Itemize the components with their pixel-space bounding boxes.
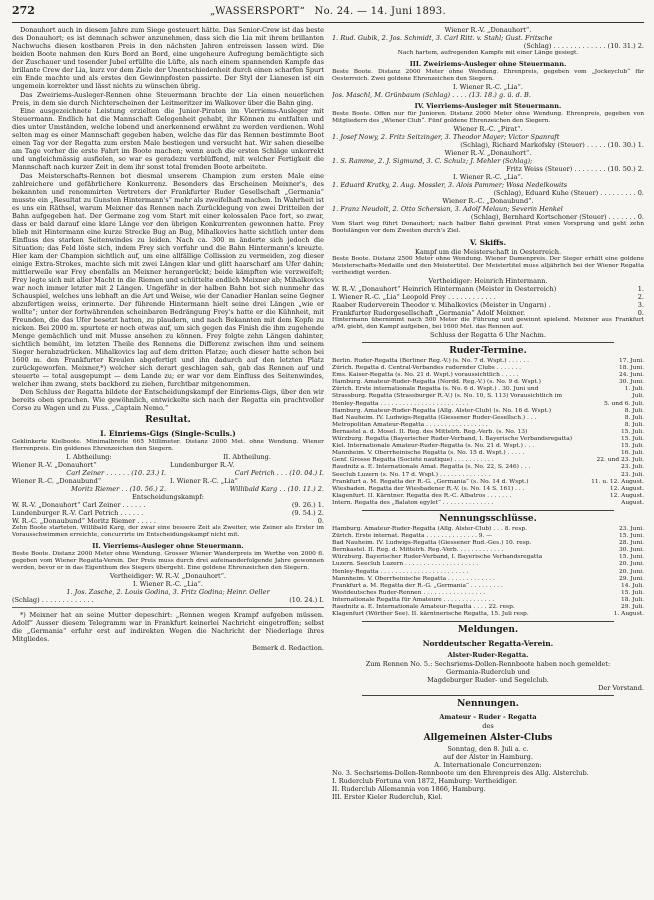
termin-row	[332, 479, 644, 486]
termin-row	[332, 450, 644, 457]
nennung-row-name: Zürich. Erste internat. Regatta . . . . . . . . . . . . . . 9. —	[332, 533, 493, 540]
termin-row	[332, 358, 644, 365]
race-5-result	[332, 285, 644, 293]
heat-line: Carl Petrich . . . (10. 04.) I.	[234, 469, 324, 477]
race-5-holder: Vertheidiger: Heinrich Hintermann.	[428, 277, 548, 285]
race-4-title: IV. Vierriems-Ausleger mit Steuermann.	[414, 102, 562, 110]
termin-row-date: August.	[621, 499, 644, 506]
heat-line: Carl Zeiner . . . . . . (10. 23.) I.	[66, 469, 166, 477]
result-line: (Schlag), Bernhard Kortschoner (Steuer) . . . . . . . 0.	[470, 213, 644, 221]
termin-row-name: Ems. Kaiser-Regatta (s. No. 21 d. Wspt.) voraussichtlich . . . . .	[332, 372, 519, 379]
result-line: (Schlag) . . . . . . . . . . . . . (10. 31.) 2.	[523, 42, 644, 50]
race-5-result	[332, 309, 644, 317]
page-header	[12, 4, 644, 23]
result-line: Nach hartem, aufregenden Kampfe mit einer Länge gesiegt.	[397, 50, 579, 56]
nennung-row	[332, 604, 644, 611]
nennung-row	[332, 569, 644, 576]
termin-row	[332, 464, 644, 471]
termin-row-name: Hamburg. Amateur-Ruder-Regatta (Nordd. Reg.-V.) (s. No. 9 d. Wspt.)	[332, 379, 541, 386]
race-1-info: Geklinkerte Kielboote. Minimalbreite 665 Millimeter. Distanz 2000 Met. ohne Wendung. Wiener Herrenpreis. Ein goldenes Ehrenzeichen den Siegern.	[12, 439, 324, 452]
nennung-row	[332, 611, 644, 618]
meldungen-lines	[332, 660, 644, 684]
nennung-row-date: 30. Juni.	[619, 547, 644, 554]
heat-2	[170, 453, 324, 493]
nennungen-sub5: auf der Alster in Hamburg.	[443, 753, 533, 762]
final-result-value: 0.	[317, 517, 324, 525]
nennungen-title: Nennungen.	[457, 699, 519, 710]
race-2-holder: Vertheidiger: W. R.-V. „Donauhort“.	[109, 572, 227, 580]
termin-row-date: Juli.	[632, 393, 644, 400]
termin-row	[332, 486, 644, 493]
result-line: 1. Rud. Gubik, 2. Jos. Schmidt, 3. Carl Ritt. v. Stahl; Gust. Fritsche	[332, 34, 553, 42]
termin-row-date: 15. Juli.	[620, 436, 644, 443]
nennungen-sub1: Amateur - Ruder - Regatta	[439, 713, 537, 722]
race-2-winner-line	[12, 596, 324, 604]
nennung-row-date: 28. Juni.	[619, 540, 644, 547]
termin-row-date: 12. August.	[609, 485, 644, 492]
race-5-result	[332, 301, 644, 309]
race-5-result-value: 2.	[637, 293, 644, 301]
nennungen-sub3: Allgemeinen Alster-Clubs	[423, 733, 553, 744]
section-rule	[362, 621, 614, 622]
meldungen-signature: Der Vorstand.	[598, 684, 644, 693]
nennung-row	[332, 597, 644, 604]
heat-line: Lundenburger R.-V.	[170, 461, 235, 469]
termin-row	[332, 422, 644, 429]
race-2-info: Beste Boote. Distanz 2000 Meter ohne Wendung. Grosser Wiener Wanderpreis im Werthe von 2000 fl. gegeben vom Wiener Regatta-Verein. Der Preis muss durch drei aufeinanderfolgende Jahre gewonnen werden, bevor er in das Eigenthum des Siegers übergeht. Eine goldene Ehrenzeichen den Siegern.	[12, 551, 324, 571]
meldung-line: Germania-Ruderclub und	[446, 668, 530, 677]
termin-row-name: Kiel. Internationale Amateur-Ruder-Regatta (s. No. 21 d. Wspt.) . . .	[332, 443, 535, 450]
termin-row-name: Zürich. Erste internationale Regatta (s. No. 6 d. Wspt.) . 30. Juni und	[332, 386, 539, 393]
nennung-row-name: Hamburg. Amateur-Ruder-Regatta (Allg. Alster-Club) . . . 8. resp.	[332, 525, 528, 532]
meldung-line: Magdeburger Ruder- und Segelclub.	[427, 676, 549, 685]
footnote-rule	[12, 607, 324, 608]
termin-row	[332, 408, 644, 415]
footnote-signature: Bemerk d. Redaction.	[252, 643, 324, 652]
result-line: 1. Franz Neudolt, 2. Otto Schersian, 3. Adolf Melaun; Severin Henkel	[332, 205, 563, 213]
race-5-result	[332, 293, 644, 301]
race-2-continued	[332, 26, 644, 57]
race-5-result-value: 3.	[637, 301, 644, 309]
race-2-winner-crew: 1. Jos. Zasche, 2. Louis Godina, 3. Fritz Godina; Heinr. Oeller	[66, 588, 270, 596]
race-3-title: III. Zweiriems-Ausleger ohne Steuermann.	[409, 60, 567, 68]
termin-row-date: 8. Juli.	[624, 407, 644, 414]
nennung-row	[332, 583, 644, 590]
heat-line: Willibald Karg . . (10. 11.) 2.	[229, 485, 324, 493]
termin-row	[332, 365, 644, 372]
result-line: Fritz Weiss (Steuer) . . . . . . . . (10. 50.) 2.	[506, 165, 644, 173]
termin-row	[332, 493, 644, 500]
result-line: I. Wiener R.-C. „Lia“.	[453, 83, 523, 91]
termin-row-name: Wiesbaden. Regatta der Wiesbadener R.-V. (s. No. 14 S. 161) . . .	[332, 485, 525, 492]
termin-row	[332, 379, 644, 386]
nennungen-sub4: Sonntag, den 8. Juli a. c.	[447, 745, 529, 754]
heat-line: Moritz Riemer . . (10. 56.) 2.	[71, 485, 166, 493]
termin-row-name: Frankfurt a. M. Regatta der R.-G. „Germania“ (s. No. 14 d. Wspt.)	[332, 478, 529, 485]
nennung-row-date: 20. Juni.	[619, 561, 644, 568]
footnote: *) Meixner hat an seine Mutter depeschirt: „Rennen wegen Krampf aufgeben müssen. Adolf“ Ausser diesem Telegramm war in Frankfurt keinerlei Nachricht eingetroffen; selbst die „Germania“ erfuhr erst auf indirekten Wegen die Nachricht der Niederlage ihres Mitgliedes.	[12, 611, 324, 643]
paragraph: Das Meisterschafts-Rennen bot diesmal unserem Champion zum ersten Male eine zahlreichere und gefährlichere Konkurrenz. Besonders das Erscheinen Meixner's, des bekannten und renommirten Vertreters der Frankfurter Ruder Gesellschaft „Germania“ musste ein „Resultat zu Gunsten Hintermann's“ mehr als zweifelhaft machen. In Wahrheit ist es uns ein Räthsel, warum Meixner das Rennen nach Zurücklegung von zwei Dritteilen der Bahn aufgegeben hat. Der Germane zog vom Start mit einer kolossalen Pace fort, so zwar, dass er bald darauf eine klare Länge vor den übrigen Konkurrenten gewonnen hatte. Frey blieb mit Hintermann eine kurze Strecke Bug an Bug, Mihalkovics hatte sichtlich unter dem Einfluss des starken Seitenwindes zu leiden. Nach ca. 300 m änderte sich jedoch die Situation; das Feld löste sich, indem Frey sich vorfuhr und die Bahn Hintermann's kreuzte. Hier kam der Champion sichtlich auf, um eine allfällige Collission zu vermeiden, zog dieser einige Extra-Strokes, machte sich mit zwei Längen klar und glitt haarscharf am Ufer dahin; mittlerweile war Frey ebenfalls an Meixner herangerückt; beide kämpften wie verzweifelt; Frey legte sich mit aller Macht in die Riemen und schüttelte endlich Meixner ab; Mihalkovics war noch immer letzter mit 2 Längen. Ungefähr in der halben Bahn bot sich nunmehr das Schauspiel, welches uns lebhaft an die Art und Weise, wie der Canadier Hanlan seine Gegner abzufertigen weiss, erinnerte. Der führende Hintermann hielt seine drei Längen „wie er wollte“; unter der fortwährenden scheinbaren Bedrängung Frey's hatte er die Kühnheit, mit Freunden, die das Ufer besetzt hatten, zu plaudern, und nach Bekannten mit dem Kopfe zu nicken. Bei 2000 m. spurtete er noch etwas auf, um sich gegen das Finish die ihm zugehende Menge gemächlich und mit Musse ansehen zu können. Frey folgte zehn Längen dahinter, sichtlich bemüht, im letzten Theile des Rennens die Differenz zwischen ihm und seinem Sieger herabzudrücken. Mihalkovics lag auf dem dritten Platze; auch dieser hatte schon bei 1600 m. den Frankfurter Kreulen abgefertigt und ihn dadurch auf den letzten Platz zurückgeworfen. Meixner,*) welcher sich derart geschlagen sah, gab das Rennen auf und steuerte — total ausgepumpt — dem Lande zu; er war vor dem Einfluss des Seitenwindes, welcher ihm zwang, stets backbord zu ziehen, furchtbar mitgenommen.	[12, 171, 324, 388]
nennung-row-name: Bad Nauheim. IV. Ludwigs-Regatta (Giessener Rud.-Ges.) 10. resp.	[332, 540, 532, 547]
nennung-row-date: 18. Juli.	[620, 596, 644, 603]
termin-row	[332, 457, 644, 464]
meldungen-org: Norddeutscher Regatta-Verein.	[422, 639, 554, 649]
heat-line: Wiener R.-V. „Donauhort“	[12, 461, 97, 469]
race-5-result-value: 0.	[637, 309, 644, 317]
termin-row-name: Klagenfurt. II. Kärntner. Regatta des R.-C. Albatros . . . . . . .	[332, 492, 512, 499]
termine-list	[332, 358, 644, 507]
race-2-winner-club: I. Wiener R.-C. „Lia“.	[133, 580, 203, 588]
meldung-line: Zum Rennen No. 5.: Sechsriems-Dollen-Rennboote haben noch gemeldet:	[365, 660, 611, 669]
page-number: 272	[12, 4, 35, 17]
nennung-row-date: 14. Juli.	[620, 582, 644, 589]
nennung-entry: II. Ruderclub Allemannia von 1866, Hamburg.	[332, 785, 486, 794]
termin-row-date: 12. August.	[609, 492, 644, 499]
race-1-note: Zehn Boote starteten. Willibald Karg, der zwar eine bessere Zeit als Zweiter, wie Zeiner als Erster im Vorausschwimmen erreichte, concurrirte im Entscheidungskampf nicht mit.	[12, 525, 324, 538]
race-5-result-value: 1.	[637, 285, 644, 293]
termin-row	[332, 472, 644, 479]
race-5-result-name: Frankfurter Rudergesellschaft „Germania“ Adolf Meixner.	[332, 309, 526, 317]
termin-row-name: Bernastel a. d. Mosel. II. Reg. des Mittelrh. Reg.-Verb. (s. No. 13)	[332, 428, 528, 435]
result-line: 1. Josef Nowy, 2. Fritz Seitzinger, 3. Theodor Mayer; Victor Spanraft	[332, 133, 560, 141]
termin-row	[332, 401, 644, 408]
termin-row-name: Raudnitz a. E. Internationale Amat. Regatta (s. No. 22, S. 246) . . .	[332, 464, 531, 471]
result-line: (Schlag), Richard Markofsky (Steuer) . . . . . (10. 30.) 1.	[460, 141, 644, 149]
termin-row-date: 23. Juli.	[620, 464, 644, 471]
nennung-row-name: Luzern. Seeclub Luzern . . . . . . . . . . . . . . . . . . . .	[332, 561, 479, 568]
race-5-info: Beste Boote. Distanz 2500 Meter ohne Wendung. Wiener Damenpreis. Der Sieger erhält eine goldene Meisterschafts-Medaille und den Meistertitel. Der Meistertitel muss alljährlich bei der Wiener Regatta vertheidigt werden.	[332, 256, 644, 276]
nennung-row-name: Frankfurt a. M. Regatta der R.-G. „Germania“ . . . . . . . . .	[332, 582, 503, 589]
termin-row-name: Intern. Regatta des „Balaton egylet“ . . . . . . . . . . . . . .	[332, 499, 494, 506]
termin-row-date: 16. Juli.	[620, 450, 644, 457]
nennung-row-name: Henley-Regatta . . . . . . . . . . . . . . . . . . . . . . . .	[332, 568, 469, 575]
final-result	[12, 509, 324, 517]
heat-1-title: I. Abtheilung:	[66, 453, 112, 461]
nennung-row-name: Raudnitz a. E. Internationale Amateur-Regatta . . . . 22. resp.	[332, 604, 515, 610]
termin-row-name: Seeclub Luzern (s. No. 17 d. Wspt.) . . . . . . . . . . . . . .	[332, 471, 491, 478]
race-5-result-name: W. R.-V. „Donauhort“ Heinrich Hintermann (Meister in Oesterreich)	[332, 285, 557, 293]
result-line: Jos. Maschl, M. Grünbaum (Schlag) . . . . (13. 18.) g. ü. d. B.	[332, 91, 531, 99]
nennung-list	[332, 526, 644, 618]
termin-row-date: 5. und 6. Juli.	[603, 400, 644, 407]
section-rule	[362, 342, 614, 343]
nennung-row	[332, 561, 644, 568]
final-results	[12, 501, 324, 525]
paragraph: Donauhort auch in diesem Jahre zum Siege gesteuert hätte. Das Senior-Crew ist das beste des Donauhort; es ist demnach schwer anzunehmen, dass sich die Lia mit ihrem brillanten Nachwuchs diesen kostbaren Preis in den nächsten Jahren entreissen lassen wird. Die beiden Boote nahmen den Kurs Bord an Bord, eine ungeheure Aufregung bemächtigte sich der Zuschauer und tosender Jubel erfüllte die Lüfte, als nach einem spannenden Kampfe das brillante Crew der Lia, kurz vor dem Ziele der Unentschiedenheit durch einen scharfen Spurt ein Ende machte und als erstes den Gewinnpfosten passirte. Der Styl der Lianesen ist ein ungemein korrekter und lässt nichts zu wünschen übrig.	[12, 26, 324, 90]
termin-row	[332, 443, 644, 450]
nennung-row-date: 20. Juni.	[619, 568, 644, 575]
termin-row-date: 15. Juli.	[620, 428, 644, 435]
final-result	[12, 517, 324, 525]
nennungen-sub6: A. Internationale Concurrenzen:	[434, 761, 542, 770]
race-3-results	[332, 83, 644, 99]
race-1-title: I. Einriems-Gigs (Single-Sculls.)	[100, 429, 236, 438]
race-5-note: Hintermann übernimmt nach 500 Meter die Führung und gewinnt spielend. Meixner aus Frankfurt a/M. giebt, den Kampf aufgeben, bei 1600 Met. das Rennen auf.	[332, 317, 644, 330]
heat-1	[12, 453, 166, 493]
race-5-subtitle: Kampf um die Meisterschaft in Oesterreich.	[414, 248, 562, 256]
result-line: I. Wiener R.-C. „Lia“.	[453, 173, 523, 181]
nennung-row	[332, 576, 644, 583]
race-report	[12, 26, 324, 412]
termin-row-name: Metropolitan Amateur-Regatta . . . . . . . . . . . . . . . . .	[332, 421, 488, 428]
nennung-title: Nennungsschlüsse.	[439, 513, 537, 524]
nennung-row-date: 15. Juni.	[619, 533, 644, 540]
nennung-row	[332, 547, 644, 554]
final-result-value: (9. 26.) 1.	[291, 501, 324, 509]
masthead	[72, 6, 584, 17]
final-result	[12, 501, 324, 509]
right-column	[332, 26, 644, 894]
final-result-name: W. R.-C. „Donaubund“ Moritz Riemer . . . . .	[12, 517, 157, 525]
nennung-row	[332, 533, 644, 540]
nennung-entry: No. 3. Sechsriems-Dollen-Rennboote um den Ehrenpreis des Allg. Alsterclub.	[332, 769, 589, 778]
termin-row-date: 1. Juli.	[624, 386, 644, 393]
nennung-row	[332, 554, 644, 561]
paragraph: Den Schluss der Regatta bildete der Entscheidungskampf der Einriems-Gigs, über den wir bereits oben sprachen. Wie gewöhnlich, entwickelte sich nach der Regatta ein prachtvoller Corso zu Wagen und zu Fuss. „Captain Nemo.“	[12, 388, 324, 412]
termin-row-date: 22. und 23. Juli.	[596, 457, 644, 464]
termin-row	[332, 393, 644, 400]
paragraph: Eine ausgezeichnete Leistung erzielten die Junior-Piraten im Vierriems-Ausleger mit Steuermann. Endlich hat die Mannschaft Gelegenheit gehabt, ihr Können zu entfalten und dies unter Umständen, welche lobend und anerkennend erwähnt zu werden verdienen. Wohl selten mag es einer Mannschaft gegeben haben, welche das für das Rennen bestimmte Boot einen Tag vor der Regatta zum ersten Male bestiegen und versucht hat. Wir sahen dieselbe am Tage vorher die erste Fahrt im Boote machen; wenn auch die ersten Schläge unkorrekt und ungleichmässig ausfielen, so war es geradezu verblüffend, mit welcher Fertigkeit die Mannschaft nach kurzer Zeit in dem ihr sonst total fremden Boote arbeitete.	[12, 107, 324, 171]
nennung-row-date: 15. Juli.	[620, 589, 644, 596]
result-line: 1. Eduard Kratky, 2. Aug. Mossler, 3. Alois Pammer; Wosa Nedelkowits	[332, 181, 568, 189]
section-rule	[362, 695, 614, 696]
meldungen-title: Meldungen.	[457, 625, 519, 636]
termine-title: Ruder-Termine.	[449, 346, 527, 356]
nennung-row-name: Bernkastel. II. Reg. d. Mittelrh. Reg.-Verb. . . . . . . . . . . . .	[332, 547, 504, 554]
final-title: Entscheidungskampf:	[132, 493, 204, 501]
nennung-row-date: 29. Juni.	[619, 575, 644, 582]
nennung-row-date: 29. Juli.	[620, 604, 644, 610]
termin-row	[332, 372, 644, 379]
result-line: 1. S. Ramme, 2. J. Sigmund, 3. C. Schulz; J. Mehler (Schlag);	[332, 157, 533, 165]
result-line: Wiener R.-C. „Pirat“.	[453, 125, 523, 133]
heat-line: Wiener R.-C. „Donaubund“	[12, 477, 102, 485]
race-2-winner-time: (10. 24.) I.	[289, 596, 324, 604]
nennung-row-name: Klagenfurt (Wörther See). II. kärntnerische Regatta, 15. Juli resp.	[332, 611, 529, 618]
nennung-row-name: Westdeutsches Ruder-Rennen . . . . . . . . . . . . . . . . .	[332, 589, 486, 596]
race-3-info: Beste Boote. Distanz 2000 Meter ohne Wendung. Ehrenpreis, gegeben vom „Jockeyclub“ für Oesterreich. Zwei goldene Ehrenzeichen den Siegern.	[332, 69, 644, 82]
race-5-title: V. Skiffs.	[469, 238, 507, 247]
nennung-row-date: 15. Juni.	[619, 554, 644, 561]
result-line: Wiener R.-V. „Donauhort“.	[444, 149, 532, 157]
termin-row-name: Hamburg. Amateur-Ruder-Regatta (Allg. Alster-Club) (s. No. 16 d. Wspt.)	[332, 407, 552, 414]
termin-row	[332, 386, 644, 393]
heat-2-title: II. Abtheilung.	[223, 453, 271, 461]
nennung-row	[332, 540, 644, 547]
nennungen-lines	[332, 769, 644, 801]
nennung-entry: III. Erster Kieler Ruderclub, Kiel.	[332, 793, 443, 802]
left-column	[12, 26, 324, 894]
termin-row-date: 18. Juni.	[619, 365, 644, 372]
nennung-row-date: 23. Juni.	[619, 525, 644, 532]
termin-row-date: 30. Juni.	[619, 379, 644, 386]
nennung-row	[332, 526, 644, 533]
termin-row-date: 17. Juni.	[619, 358, 644, 364]
nennung-entry: I. Ruderclub Fortuna von 1872, Hamburg: Vertheidiger.	[332, 777, 518, 786]
race-2-winner-name: (Schlag) . . . . . . . . . . . . .	[12, 596, 94, 604]
termin-row-name: Henley-Regatta . . . . . . . . . . . . . . . . . . . . . . . .	[332, 400, 469, 407]
final-result-name: W. R.-V. „Donauhort“ Carl Zeiner . . . . . .	[12, 501, 146, 509]
termin-row-name: Würzburg. Regatta (Bayerischer Ruder-Verband, I. Bayerische Verbandsregatta)	[332, 436, 573, 443]
result-line: Wiener R.-V. „Donauhort“.	[444, 26, 532, 34]
regatta-end: Schluss der Regatta 6 Uhr Nachm.	[430, 331, 546, 339]
termin-row-name: Zürich. Regatta d. Central-Verbandes rudernder Clubs . . . . . . .	[332, 365, 522, 372]
nennung-row	[332, 590, 644, 597]
termin-row-date: 15. Juli.	[620, 443, 644, 450]
result-line: Vom Start weg führt Donauhort; nach halber Bahn gewinnt Pirat einen Vorsprung und geht zehn Bootslängen vor dem Zweiten durch's Ziel.	[332, 221, 644, 234]
termin-row-date: 24. Juni.	[619, 372, 644, 379]
race-1-heats	[12, 453, 324, 493]
termin-row-name: Strassburg. Regatta (Strassburger R.-V.) (s. No. 10, S. 113) Vorausichtlich im	[332, 393, 563, 400]
termin-row-date: 11. u. 12. August.	[591, 478, 644, 485]
race-4-info: Beste Boote. Offen nur für Junioren. Distanz 2000 Meter ohne Wendung. Ehrenpreis, gegeben von Mitgliedern des „Wiener Club“. Fünf goldene Ehrenzeichen den Siegern.	[332, 111, 644, 124]
nennung-row-name: Internationale Regatta für Amateure . . . . . . . . . . . . . .	[332, 596, 495, 603]
results-heading: Resultat.	[145, 415, 191, 425]
race-5-result-name: I. Wiener R.-C. „Lia“ Leopold Frey . . . . . . . . . . . .	[332, 293, 496, 301]
result-line: Wiener R.-C. „Donaubund“.	[442, 197, 534, 205]
nennung-row-name: Mannheim. V. Oberrheinische Regatta . . . . . . . . . . . . .	[332, 575, 495, 582]
result-line: (Schlag), Eduard Kuhe (Steuer) . . . . . . . . . 0.	[493, 189, 644, 197]
termin-row-date: 8. Juli.	[624, 421, 644, 428]
race-5-result-name: Raaber Ruderverein Theodor v. Mihalkovics (Meister in Ungarn) .	[332, 301, 551, 309]
issue-info: No. 24. — 14. Juni 1893.	[314, 6, 446, 17]
nennung-row-date: 1. August.	[613, 611, 644, 618]
termin-row	[332, 429, 644, 436]
termin-row	[332, 500, 644, 507]
paragraph: Das Zweiriems-Ausleger-Rennen ohne Steuermann brachte der Lia einen neuerlichen Preis, in dem sie durch Nichterscheinen der Leitmeritzer im Walkover über die Bahn ging.	[12, 90, 324, 107]
final-result-name: Lundenburger R.-V. Carl Petrich . . . . . .	[12, 509, 144, 517]
final-result-value: (9. 54.) 2.	[291, 509, 324, 517]
termin-row	[332, 436, 644, 443]
journal-title: „WASSERSPORT“	[210, 6, 306, 17]
meldungen-event: Alster-Ruder-Regatta.	[447, 651, 529, 660]
race-2-title: II. Vierriems-Ausleger ohne Steuermann.	[92, 542, 244, 550]
nennung-row-name: Würzburg. Bayerischer Ruder-Verband, I. Bayerische Verbandsregatta	[332, 554, 543, 561]
nennungen-sub2: des	[482, 722, 494, 731]
termin-row-date: 23. Juli.	[620, 471, 644, 478]
termin-row-name: Berlin. Ruder-Regatta (Berliner Reg.-V.) (s. No. 7 d. Wspt.) . . . . . .	[332, 358, 530, 364]
termin-row-name: Genf. Grosse Regatta (Société nautique) . . . . . . . . . . .	[332, 457, 494, 464]
race-4-results	[332, 125, 644, 235]
termin-row-date: 8. Juli.	[624, 414, 644, 421]
race-5-results	[332, 285, 644, 317]
termin-row-name: Mannheim. V. Oberrheinische Regatta (s. No. 15 d. Wspt.) . . . . .	[332, 450, 525, 457]
termin-row-name: Bad Nauheim. IV. Ludwigs-Regatta (Giessener Ruder-Gesellsch.) . . .	[332, 414, 537, 421]
termin-row	[332, 415, 644, 422]
section-rule	[362, 510, 614, 511]
heat-line: I. Wiener R.-C. „Lia“	[170, 477, 238, 485]
